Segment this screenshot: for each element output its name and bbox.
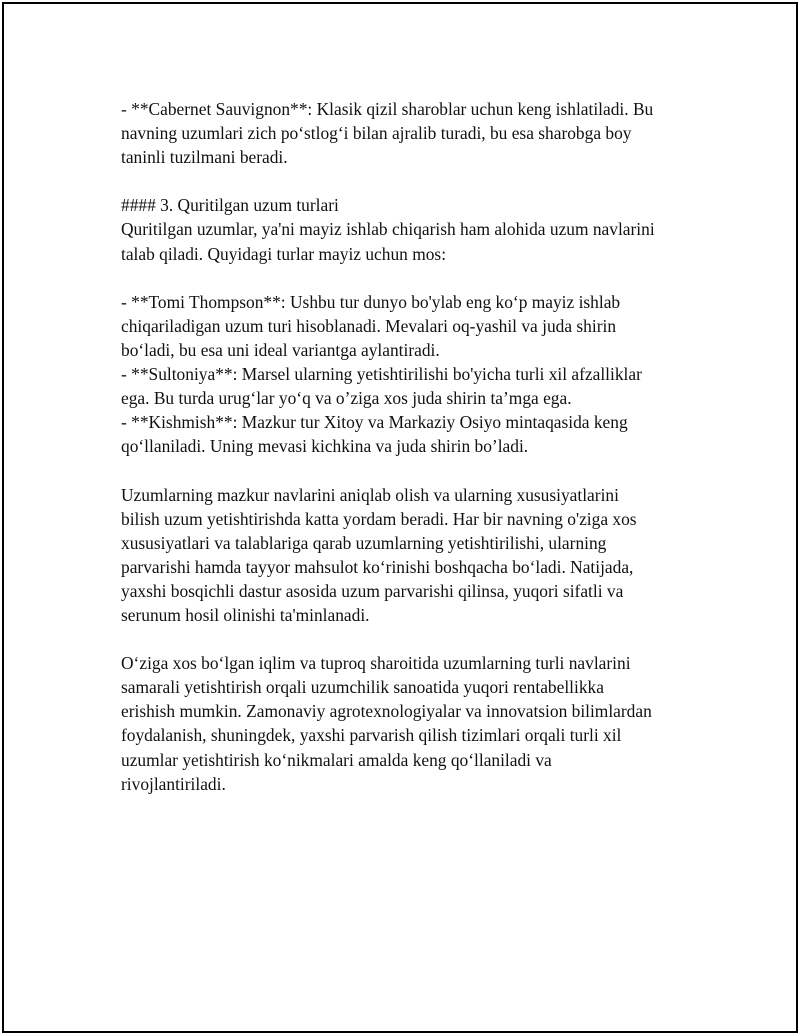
- text-line: samarali yetishtirish orqali uzumchilik sanoatida yuqori rentabellikka: [121, 677, 604, 698]
- text-line: erishish mumkin. Zamonaviy agrotexnologiyalar va innovatsion bilimlardan: [121, 701, 652, 722]
- text-line: talab qiladi. Quyidagi turlar mayiz uchun mos:: [121, 243, 447, 264]
- text-line: uzumlar yetishtirish ko‘nikmalari amalda keng qo‘llaniladi va: [121, 749, 552, 770]
- text-line: qo‘llaniladi. Uning mevasi kichkina va juda shirin bo’ladi.: [121, 436, 529, 457]
- list-item-line: - **Sultoniya**: Marsel ularning yetishtirilishi bo'yicha turli xil afzalliklar: [121, 364, 642, 385]
- page-frame: [2, 2, 798, 1033]
- paragraph-gap: [121, 627, 701, 651]
- list-item-line: - **Tomi Thompson**: Ushbu tur dunyo bo'ylab eng ko‘p mayiz ishlab: [121, 291, 621, 312]
- text-line: Quritilgan uzumlar, ya'ni mayiz ishlab chiqarish ham alohida uzum navlarini: [121, 219, 655, 240]
- text-line: Uzumlarning mazkur navlarini aniqlab olish va ularning xususiyatlarini: [121, 484, 619, 505]
- paragraph-gap: [121, 169, 701, 193]
- paragraph-gap: [121, 266, 701, 290]
- text-line: - **Cabernet Sauvignon**: Klasik qizil sharoblar uchun keng ishlatiladi. Bu: [121, 99, 654, 119]
- text-line: navning uzumlari zich po‘stlog‘i bilan ajralib turadi, bu esa sharobga boy: [121, 123, 632, 144]
- text-line: serunum hosil olinishi ta'minlanadi.: [121, 604, 370, 625]
- text-line: rivojlantiriladi.: [121, 773, 226, 794]
- text-line: foydalanish, shuningdek, yaxshi parvarish qilish tizimlari orqali turli xil: [121, 725, 622, 746]
- text-line: ega. Bu turda urug‘lar yo‘q va o’ziga xos juda shirin ta’mga ega.: [121, 388, 572, 409]
- text-line: bo‘ladi, bu esa uni ideal variantga aylantiradi.: [121, 339, 440, 360]
- text-line: yaxshi bosqichli dastur asosida uzum parvarishi qilinsa, yuqori sifatli va: [121, 580, 624, 601]
- list-item-line: - **Kishmish**: Mazkur tur Xitoy va Markaziy Osiyo mintaqasida keng: [121, 412, 628, 433]
- document-body: [121, 97, 701, 796]
- paragraph-gap: [121, 458, 701, 482]
- text-line: taninli tuzilmani beradi.: [121, 147, 288, 168]
- text-line: bilish uzum yetishtirishda katta yordam beradi. Har bir navning o'ziga xos: [121, 508, 637, 529]
- text-line: xususiyatlari va talablariga qarab uzumlarning yetishtirilishi, ularning: [121, 532, 607, 553]
- text-line: O‘ziga xos bo‘lgan iqlim va tuproq sharoitida uzumlarning turli navlarini: [121, 653, 631, 674]
- text-line: chiqariladigan uzum turi hisoblanadi. Mevalari oq-yashil va juda shirin: [121, 315, 617, 336]
- text-line: parvarishi hamda tayyor mahsulot ko‘rinishi boshqacha bo‘ladi. Natijada,: [121, 556, 634, 577]
- section-heading: #### 3. Quritilgan uzum turlari: [121, 195, 339, 216]
